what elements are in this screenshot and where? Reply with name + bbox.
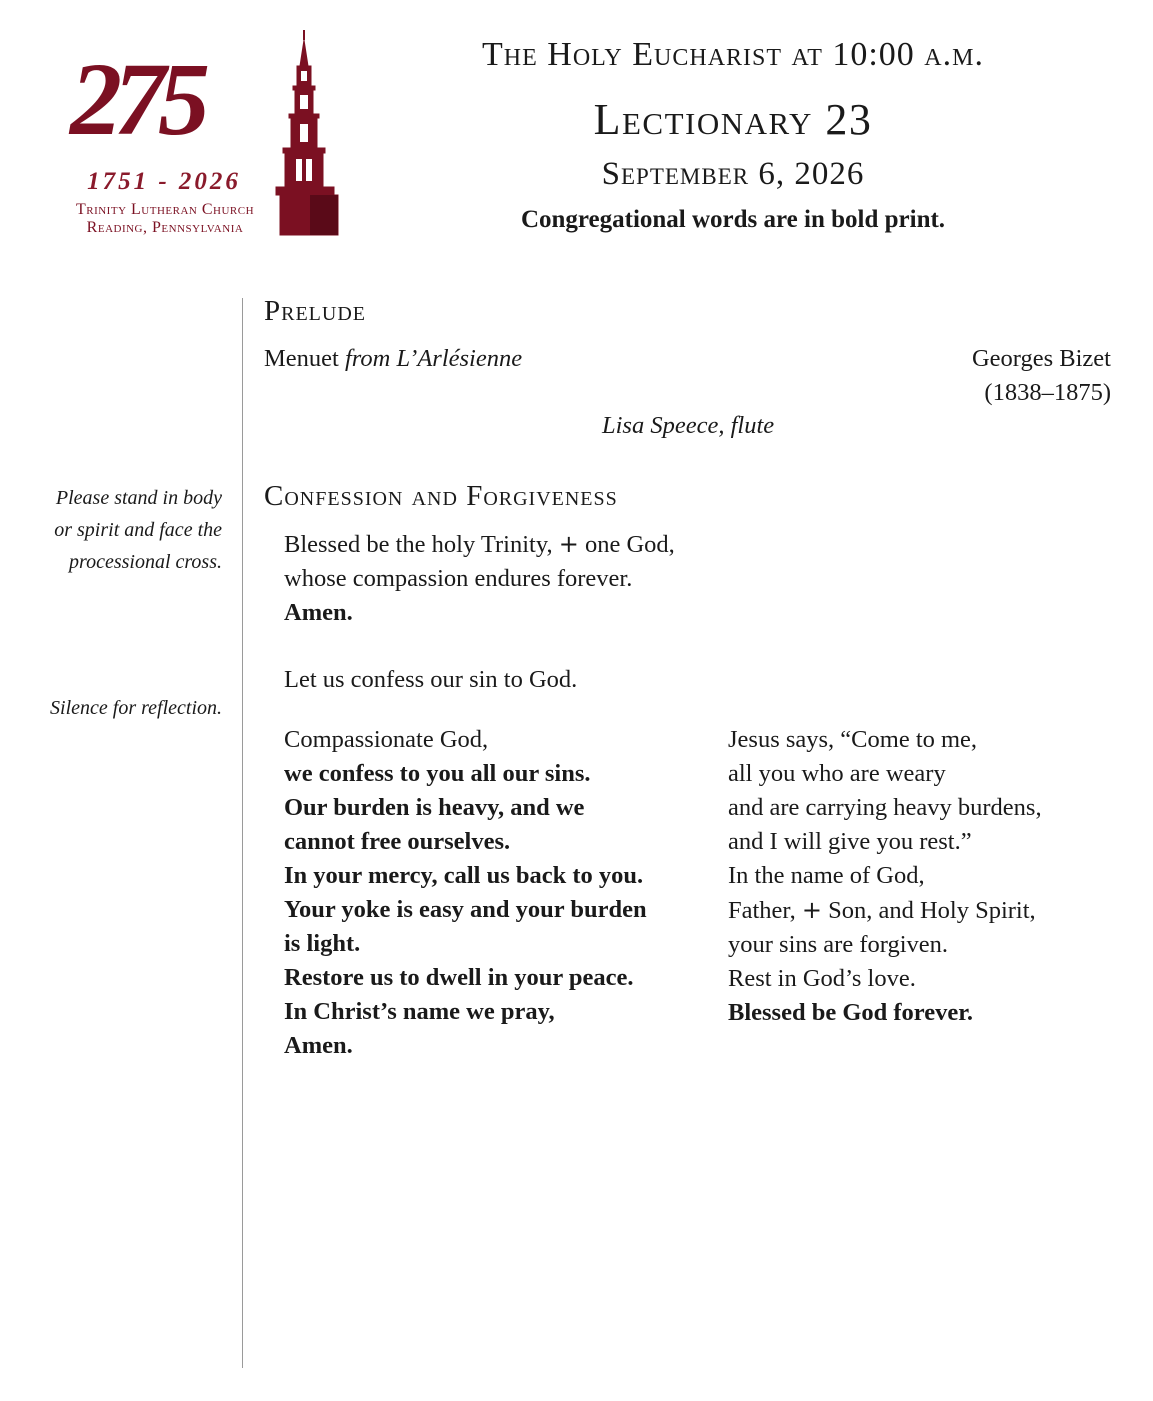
composer-block xyxy=(972,342,1111,410)
prayer-line: we confess to you all our sins. xyxy=(284,760,591,787)
composer-dates: (1838–1875) xyxy=(984,379,1111,406)
composer-name: Georges Bizet xyxy=(971,345,1111,372)
prayer-line: Restore us to dwell in your peace. xyxy=(284,964,634,991)
absolution-line: In the name of God, xyxy=(728,862,925,889)
prayer-line: Our burden is heavy, and we xyxy=(284,794,585,821)
opening-dialogue xyxy=(284,527,675,630)
bold-print-note: Congregational words are in bold print. xyxy=(520,206,946,233)
prayer-line: Compassionate God, xyxy=(284,726,489,753)
prayer-line: In Christ’s name we pray, xyxy=(284,998,555,1025)
dialogue-line: whose compassion endures forever. xyxy=(284,565,633,592)
logo-anniversary-number: 275 xyxy=(70,42,202,157)
logo-church-name: Trinity Lutheran Church xyxy=(75,201,255,218)
cross-icon: + xyxy=(558,530,579,558)
absolution-line: all you who are weary xyxy=(728,760,946,787)
silence-rubric: Silence for reflection. xyxy=(50,697,222,719)
confession-prayer xyxy=(284,723,647,1063)
absolution-response: Blessed be God forever. xyxy=(728,999,973,1026)
prayer-line: cannot free ourselves. xyxy=(284,828,511,855)
dialogue-response: Amen. xyxy=(284,599,353,626)
rubric-line: or spirit and face the xyxy=(54,519,222,541)
rubric-line: processional cross. xyxy=(69,551,222,573)
absolution-line: and are carrying heavy burdens, xyxy=(728,794,1042,821)
absolution-line: your sins are forgiven. xyxy=(728,931,948,958)
stand-rubric xyxy=(20,482,222,578)
prelude-piece xyxy=(264,342,522,376)
confession-heading: Confession and Forgiveness xyxy=(264,480,618,512)
logo-city: Reading, Pennsylvania xyxy=(86,219,244,236)
piece-source: from L’Arlésienne xyxy=(344,345,523,372)
prelude-heading: Prelude xyxy=(264,295,367,327)
lectionary-heading: Lectionary 23 xyxy=(593,95,873,144)
performer: Lisa Speece, flute xyxy=(602,412,775,439)
absolution xyxy=(728,723,1042,1030)
prayer-line: In your mercy, call us back to you. xyxy=(284,862,644,889)
rubric-line: Please stand in body xyxy=(55,487,222,509)
cross-icon: + xyxy=(801,896,822,924)
service-title: The Holy Eucharist at 10:00 a.m. xyxy=(482,36,984,73)
dialogue-line: Blessed be the holy Trinity, + one God, xyxy=(284,530,675,558)
piece-title: Menuet xyxy=(264,345,339,372)
logo-years: 1751 - 2026 xyxy=(87,168,241,195)
absolution-line: Jesus says, “Come to me, xyxy=(728,726,978,753)
margin-divider xyxy=(242,298,243,1368)
absolution-line: Father, + Son, and Holy Spirit, xyxy=(728,896,1036,924)
prayer-line: Your yoke is easy and your burden xyxy=(284,896,647,923)
church-logo xyxy=(48,30,348,240)
absolution-line: and I will give you rest.” xyxy=(728,828,972,855)
absolution-line: Rest in God’s love. xyxy=(728,965,916,992)
invitation-line: Let us confess our sin to God. xyxy=(284,666,578,693)
prayer-line: is light. xyxy=(284,930,361,957)
service-date: September 6, 2026 xyxy=(601,156,865,192)
prayer-line: Amen. xyxy=(284,1032,353,1059)
